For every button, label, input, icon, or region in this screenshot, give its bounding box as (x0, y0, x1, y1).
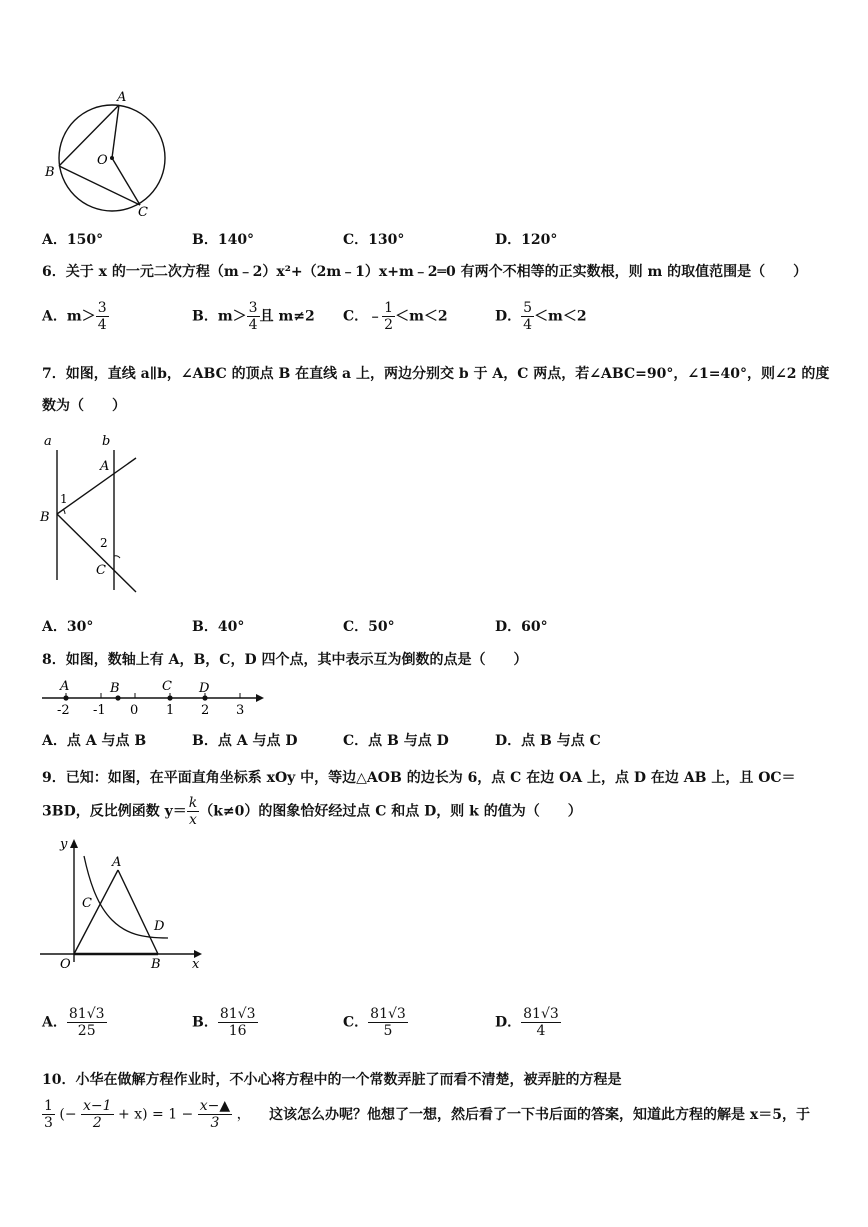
q7-angle1-arc (63, 509, 65, 514)
q5-circle-figure (40, 88, 175, 223)
q10-eq-comma: ， (236, 1106, 251, 1123)
q7-angle2-arc (114, 556, 120, 558)
q9-y-arrow (70, 839, 78, 848)
q9-label-B: B (151, 957, 161, 972)
q6-option-c-prefix: C．﹣ (343, 308, 383, 325)
q9-stem-frac-num: k (188, 795, 198, 811)
q6-stem: 6．关于 x 的一元二次方程（m﹣2）x²+（2m﹣1）x+m﹣2═0 有两个不相等的正实数根，则 m 的取值范围是（ ） (42, 264, 808, 280)
q8-tick-label: 2 (201, 703, 210, 718)
q7-label-A: A (100, 459, 110, 474)
q10-eq-frac3 (198, 1098, 232, 1131)
q6-option-d[interactable] (495, 300, 587, 333)
q9-label-O: O (60, 957, 71, 972)
q6-option-a-den: 4 (97, 317, 107, 333)
q10-eq-frac1-den: 3 (44, 1115, 53, 1131)
q9-option-b-fraction (218, 1006, 258, 1039)
q9-option-c-num: 81√3 (370, 1006, 406, 1022)
q7-label-a: a (44, 434, 52, 449)
q6-option-b-fraction (247, 300, 260, 333)
q9-option-a-den: 25 (77, 1023, 96, 1039)
q9-label-D: D (154, 919, 165, 934)
q5-option-a[interactable]: A．150° (42, 232, 104, 248)
q6-option-d-num: 5 (523, 300, 533, 316)
q7-label-1: 1 (60, 492, 68, 506)
q8-tick-label: 3 (236, 703, 245, 718)
q9-line-OA (74, 870, 118, 954)
q8-option-b[interactable]: B．点 A 与点 D (192, 733, 298, 749)
q6-option-c[interactable] (343, 300, 448, 333)
q10-eq-frac3-den: 3 (210, 1115, 220, 1131)
q6-option-b-den: 4 (248, 317, 258, 333)
q10-eq-frac3-num: x−▲ (199, 1098, 231, 1114)
q7-line-BC (57, 514, 136, 592)
q6-option-d-fraction (521, 300, 534, 333)
q6-option-d-prefix: D． (495, 308, 522, 325)
q6-option-c-suffix: ＜m＜2 (395, 308, 448, 325)
q9-option-d-den: 4 (536, 1023, 546, 1039)
q8-point-A (63, 695, 68, 700)
q6-option-b[interactable] (192, 300, 315, 333)
q9-option-c-label: C． (343, 1014, 369, 1031)
q9-line-AB (118, 870, 158, 954)
q9-option-b[interactable] (192, 1006, 258, 1039)
q6-option-a-num: 3 (97, 300, 107, 316)
q5-option-d[interactable]: D．120° (495, 232, 558, 248)
q8-label-C: C (162, 679, 172, 694)
q9-label-x: x (192, 957, 200, 972)
q8-stem: 8．如图，数轴上有 A，B，C，D 四个点，其中表示互为倒数的点是（ ） (42, 652, 528, 668)
q9-option-c-fraction (368, 1006, 408, 1039)
q6-option-a-fraction (96, 300, 109, 333)
q7-option-b[interactable]: B．40° (192, 619, 245, 635)
q9-stem-suffix: （k≠0）的图象恰好经过点 C 和点 D，则 k 的值为（ ） (199, 803, 582, 820)
q8-number-line-figure (38, 676, 268, 720)
q5-line-BA (59, 105, 119, 166)
q7-label-2: 2 (100, 536, 108, 550)
q7-label-b: b (102, 434, 111, 449)
q7-option-d[interactable]: D．60° (495, 619, 548, 635)
q10-eq-frac2-num: x−1 (83, 1098, 112, 1114)
q5-option-c[interactable]: C．130° (343, 232, 405, 248)
q5-line-OA (112, 105, 119, 158)
q7-stem-line2: 数为（ ） (42, 398, 126, 414)
q9-label-y: y (60, 837, 68, 852)
q9-option-b-den: 16 (228, 1023, 247, 1039)
q9-option-c[interactable] (343, 1006, 408, 1039)
q8-label-D: D (199, 681, 210, 696)
q9-option-a-fraction (67, 1006, 107, 1039)
q10-eq-frac1-num: 1 (44, 1098, 53, 1114)
q9-option-d-fraction (521, 1006, 561, 1039)
q9-stem-frac-den: x (189, 812, 197, 828)
q8-point-C (167, 695, 172, 700)
q8-point-B (115, 695, 120, 700)
q8-option-a[interactable]: A．点 A 与点 B (42, 733, 147, 749)
q9-stem-fraction (187, 795, 199, 828)
q8-label-A: A (60, 679, 70, 694)
q5-label-B: B (45, 165, 55, 180)
q6-option-b-suffix: 且 m≠2 (259, 308, 315, 325)
q9-option-a-label: A． (42, 1014, 67, 1031)
q7-label-C: C (96, 563, 106, 578)
q8-label-B: B (110, 681, 120, 696)
q9-label-C: C (82, 896, 92, 911)
q6-option-d-suffix: ＜m＜2 (534, 308, 587, 325)
q10-stem-line2: 这该怎么办呢？他想了一想，然后看了一下书后面的答案，知道此方程的解是 x＝5，于 (269, 1106, 811, 1123)
q9-option-c-den: 5 (383, 1023, 393, 1039)
q5-point-O (110, 156, 114, 160)
q8-point-D (202, 695, 207, 700)
q6-option-c-den: 2 (384, 317, 394, 333)
q5-label-C: C (138, 205, 148, 220)
q6-option-b-prefix: B．m＞ (192, 308, 247, 325)
q9-stem-prefix: 3BD，反比例函数 y＝ (42, 803, 187, 820)
q10-eq-frac1 (42, 1098, 55, 1131)
q9-stem-line2 (42, 795, 582, 828)
q9-stem-line1: 9．已知：如图，在平面直角坐标系 xOy 中，等边△AOB 的边长为 6，点 C 在边 OA 上，点 D 在边 AB 上，且 OC＝ (42, 770, 796, 786)
q6-option-d-den: 4 (523, 317, 533, 333)
q9-option-d-num: 81√3 (523, 1006, 559, 1022)
q7-option-a[interactable]: A．30° (42, 619, 94, 635)
q6-option-c-fraction (382, 300, 395, 333)
q6-option-a[interactable] (42, 300, 109, 333)
q6-option-c-num: 1 (384, 300, 394, 316)
q10-eq-frac2 (81, 1098, 114, 1131)
q9-option-d[interactable] (495, 1006, 561, 1039)
q7-line-BA (57, 458, 136, 514)
q10-equation-line (42, 1098, 810, 1131)
q10-eq-frac2-den: 2 (92, 1115, 102, 1131)
q10-stem-line1: 10．小华在做解方程作业时，不小心将方程中的一个常数弄脏了而看不清楚，被弄脏的方程是 (42, 1072, 622, 1088)
q9-option-a[interactable] (42, 1006, 107, 1039)
q8-option-d[interactable]: D．点 B 与点 C (495, 733, 601, 749)
q5-label-A: A (117, 90, 127, 105)
q8-tick-label: -1 (93, 703, 106, 718)
q9-option-d-label: D． (495, 1014, 522, 1031)
q7-option-c[interactable]: C．50° (343, 619, 395, 635)
q8-tick-label: -2 (57, 703, 70, 718)
q8-ticks (66, 693, 240, 698)
q8-tick-label: 0 (130, 703, 139, 718)
q6-option-a-prefix: A．m＞ (42, 308, 96, 325)
q9-option-a-num: 81√3 (68, 1006, 105, 1022)
q9-coordinate-figure (38, 834, 208, 974)
q7-label-B: B (40, 510, 50, 525)
q9-option-b-num: 81√3 (219, 1006, 256, 1022)
q8-option-c[interactable]: C．点 B 与点 D (343, 733, 449, 749)
q10-eq-mid: + x) = 1 − (118, 1106, 194, 1123)
q7-stem-line1: 7．如图，直线 a∥b，∠ABC 的顶点 B 在直线 a 上，两边分别交 b 于 A，C 两点，若∠ABC=90°，∠1=40°，则∠2 的度 (42, 366, 830, 382)
q5-label-O: O (97, 153, 108, 168)
q7-parallel-lines-figure (38, 430, 148, 598)
q10-eq-open: (− (59, 1106, 77, 1123)
q5-option-b[interactable]: B．140° (192, 232, 255, 248)
q9-label-A: A (112, 855, 122, 870)
q8-axis-arrow (256, 694, 264, 702)
q8-tick-label: 1 (166, 703, 175, 718)
q9-option-b-label: B． (192, 1014, 218, 1031)
q6-option-b-num: 3 (248, 300, 258, 316)
